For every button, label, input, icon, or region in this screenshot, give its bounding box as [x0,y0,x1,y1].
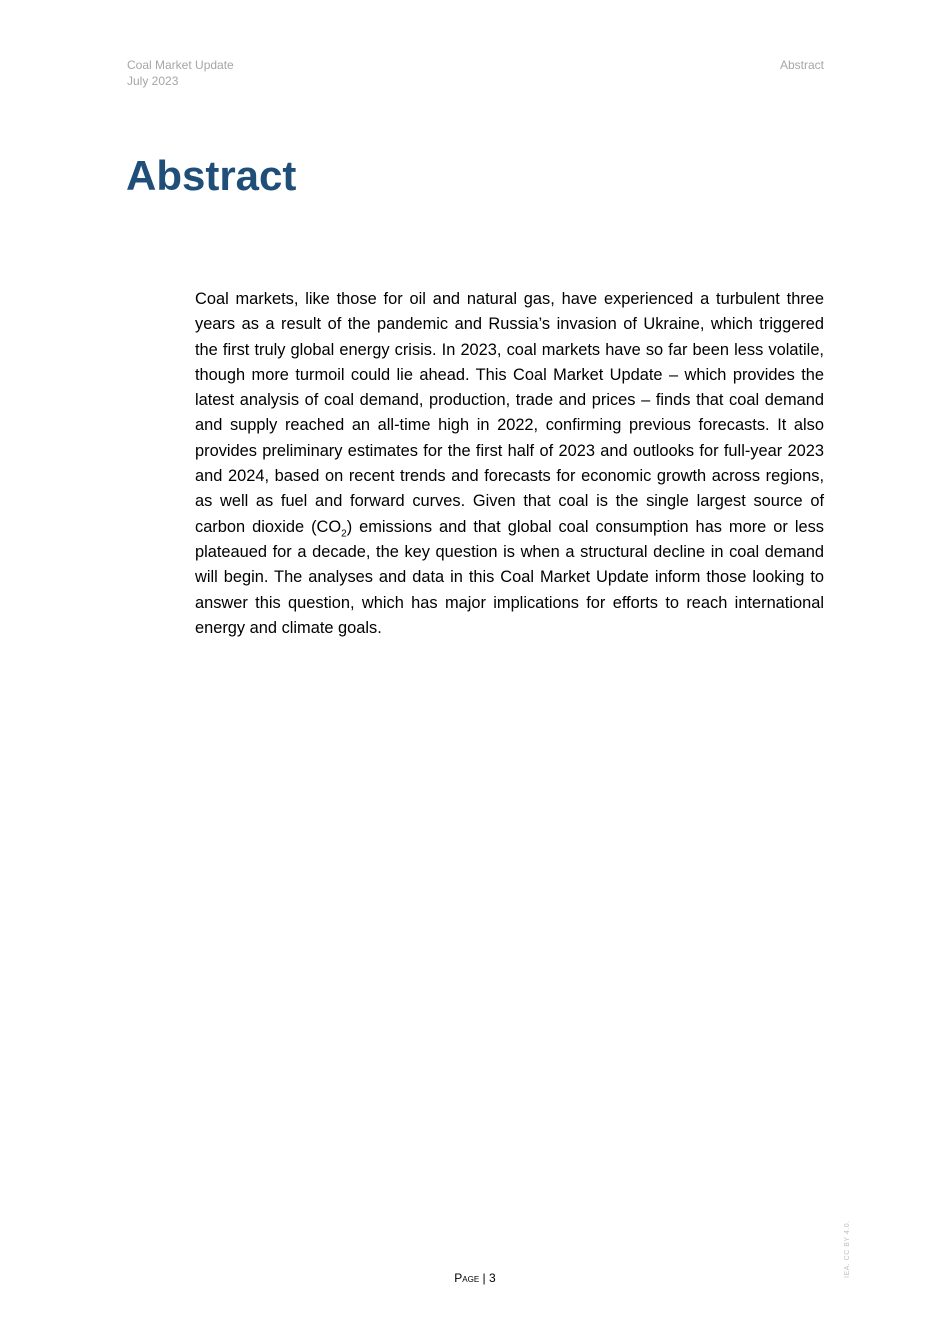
abstract-text-part-2: ) emissions and that global coal consumption has more or less plateaued for a decade, the key question is when a structural decline in coal demand will begin. The analyses and data in this Coal Market Update inform those looking to answer this question, which has major implications for efforts to reach international energy and climate goals. [195,517,824,637]
publication-date: July 2023 [127,74,179,88]
abstract-paragraph [195,287,824,641]
page-separator: | [479,1271,489,1285]
page-label: Page [454,1271,480,1285]
running-header-left [127,57,234,89]
publication-name: Coal Market Update [127,58,234,72]
abstract-text-part-1: Coal markets, like those for oil and natural gas, have experienced a turbulent three years as a result of the pandemic and Russia’s invasion of Ukraine, which triggered the first truly global energy crisis. In 2023, coal markets have so far been less volatile, though more turmoil could lie ahead. This Coal Market Update – which provides the latest analysis of coal demand, production, trade and prices – finds that coal demand and supply reached an all-time high in 2022, confirming previous forecasts. It also provides preliminary estimates for the first half of 2023 and outlooks for full-year 2023 and 2024, based on recent trends and forecasts for economic growth across regions, as well as fuel and forward curves. Given that coal is the single largest source of carbon dioxide (CO [195,290,824,536]
license-note: IEA. CC BY 4.0. [844,1220,851,1278]
co2-subscript: 2 [341,527,347,539]
page-title: Abstract [126,152,297,199]
running-header-section: Abstract [779,58,824,72]
page-number: 3 [489,1271,496,1285]
page-footer [0,1270,950,1286]
